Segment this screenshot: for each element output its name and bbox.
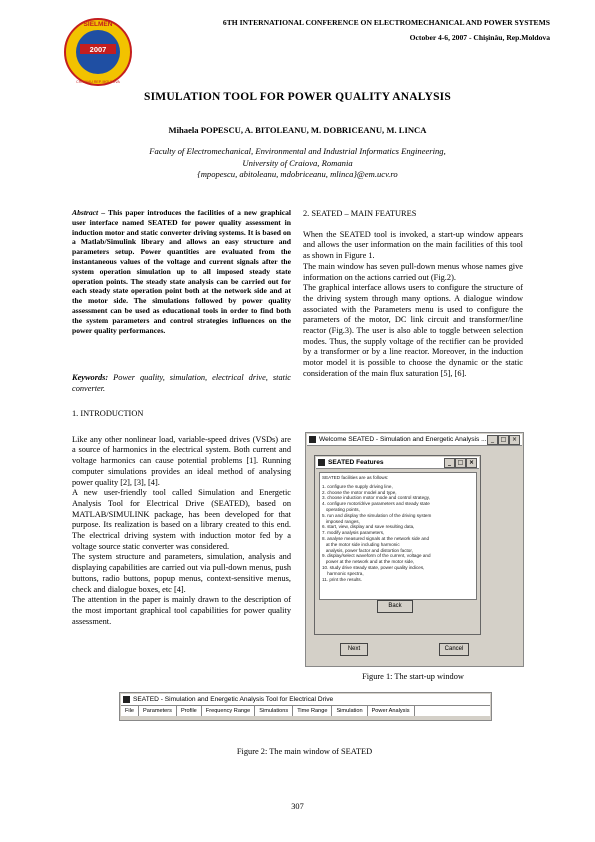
keywords bbox=[72, 373, 291, 394]
feature-item: 6. start, view, display and save resulting data, bbox=[322, 524, 415, 530]
feature-item: at the motor side including harmonic bbox=[322, 541, 400, 547]
features-dialog bbox=[314, 455, 481, 635]
abstract-text: – This paper introduces the facilities of a new graphical user interface named SEATED for power quality assessment in induction motor and static converter driving systems. It is based on a Matlab/Simulink library and allows an easy structure and parameters setup. Power quantities are evaluated from the instantaneous values of the voltage and current signals after the system operation simulation up to all imposed steady state operation points. The steady state analysis can be carried out for each steady state operation point both at the network side and at the motor side. The simulations followed by power quality assessment can be used as educational tools in order to find both the system parameters and control strategies influences on the power quality performances. bbox=[72, 208, 291, 335]
close-icon[interactable]: × bbox=[509, 435, 520, 445]
author-affiliation bbox=[60, 146, 535, 181]
figure-2-caption: Figure 2: The main window of SEATED bbox=[236, 747, 373, 756]
startup-window-figure bbox=[305, 432, 524, 667]
feature-item: operating points, bbox=[322, 506, 360, 512]
back-button[interactable]: Back bbox=[377, 600, 413, 613]
menu-item-frequency-range[interactable]: Frequency Range bbox=[202, 706, 255, 716]
logo-name: SIELMEN bbox=[83, 21, 113, 28]
feature-item: 5. run and display the simulation of the driving system bbox=[322, 512, 432, 518]
features-text bbox=[319, 472, 477, 600]
main-window-title: SEATED - Simulation and Energetic Analysis Tool for Electrical Drive bbox=[133, 696, 334, 703]
conference-logo bbox=[63, 17, 133, 87]
keywords-text: Power quality, simulation, electrical drive, static converter. bbox=[72, 373, 291, 393]
feature-item: power at the network and at the motor side, bbox=[322, 559, 415, 565]
paragraph: The attention in the paper is mainly drawn to the description of the most important graphical tool capabilities for power quality assessment. bbox=[72, 595, 291, 626]
paragraph: The system structure and parameters, simulation, analysis and displaying capabilities are carried out via pull-down menus, push buttons, radio buttons, popup menus, context-sensitive menus, check and dialogue boxes, etc [4]. bbox=[72, 552, 291, 594]
app-icon bbox=[318, 459, 325, 466]
next-button[interactable]: Next bbox=[340, 643, 368, 656]
abstract-label: Abstract bbox=[72, 208, 99, 217]
logo-place: CHISINAU REP. MOLDOVA bbox=[76, 80, 120, 84]
menu-item-profile[interactable]: Profile bbox=[177, 706, 202, 716]
page-number: 307 bbox=[291, 802, 304, 811]
startup-window-title: Welcome SEATED - Simulation and Energetic Analysis ... bbox=[319, 436, 487, 443]
keywords-label: Keywords: bbox=[72, 373, 109, 382]
logo-year: 2007 bbox=[89, 45, 107, 54]
minimize-icon[interactable]: _ bbox=[487, 435, 498, 445]
affiliation-line: Faculty of Electromechanical, Environmental and Industrial Informatics Engineering, bbox=[149, 146, 446, 156]
feature-item: 9. display/select waveform of the current, voltage and bbox=[322, 553, 431, 559]
section-1 bbox=[72, 409, 291, 627]
maximize-icon[interactable]: □ bbox=[498, 435, 509, 445]
feature-item: 2. choose the motor model and type, bbox=[322, 489, 397, 495]
app-icon bbox=[123, 696, 130, 703]
app-icon bbox=[309, 436, 316, 443]
affiliation-emails: {mpopescu, abitoleanu, mdobriceanu, mlinca}@em.ucv.ro bbox=[197, 169, 398, 179]
main-window-figure bbox=[119, 692, 492, 721]
menu-item-parameters[interactable]: Parameters bbox=[139, 706, 177, 716]
menu-item-simulations[interactable]: Simulations bbox=[255, 706, 293, 716]
main-window-titlebar bbox=[121, 694, 490, 706]
feature-item: analysis, power factor and distortion factor, bbox=[322, 547, 413, 553]
feature-item: 3. choose induction motor mode and control strategy, bbox=[322, 495, 430, 501]
menu-item-time-range[interactable]: Time Range bbox=[293, 706, 332, 716]
paper-title: SIMULATION TOOL FOR POWER QUALITY ANALYSIS bbox=[144, 91, 451, 103]
section-heading: 1. INTRODUCTION bbox=[72, 409, 144, 418]
paragraph: A new user-friendly tool called Simulation and Energetic Analysis Tool for Electrical Drive (SEATED), based on MATLAB/SIMULINK package, has been developed for that purpose. Its realization is based on a library created to this end. The electrical driving system with induction motor fed by a voltage source static converter was considered. bbox=[72, 488, 291, 551]
paper-authors: Mihaela POPESCU, A. BITOLEANU, M. DOBRICEANU, M. LINCA bbox=[168, 125, 427, 135]
feature-item: harmonic spectra, bbox=[322, 570, 364, 576]
feature-item: 10. study drive steady state, power quality indices, bbox=[322, 564, 425, 570]
section-2 bbox=[303, 209, 523, 380]
startup-window-titlebar bbox=[307, 434, 522, 446]
maximize-icon[interactable]: □ bbox=[455, 458, 466, 468]
feature-item: 7. modify analysis parameters, bbox=[322, 530, 385, 536]
paragraph: When the SEATED tool is invoked, a start-up window appears and allows the user information on the main facilities of this tool as shown in Figure 1. bbox=[303, 229, 523, 261]
figure-1-caption: Figure 1: The start-up window bbox=[362, 672, 464, 681]
paragraph: Like any other nonlinear load, variable-speed drives (VSDs) are a source of harmonics in the electrical system. Both current and voltage harmonics can cause potential problems [1]. Running computer simulations provides an ideal method of analysing power quality [2], [3], [4]. bbox=[72, 434, 291, 487]
conference-date-place: October 4-6, 2007 - Chişinău, Rep.Moldova bbox=[409, 33, 550, 42]
feature-item: 1. configure the supply driving line, bbox=[322, 483, 393, 489]
menu-item-file[interactable]: File bbox=[121, 706, 139, 716]
abstract bbox=[72, 208, 291, 335]
conference-name: 6TH INTERNATIONAL CONFERENCE ON ELECTROMECHANICAL AND POWER SYSTEMS bbox=[222, 18, 550, 27]
features-dialog-title: SEATED Features bbox=[328, 459, 384, 466]
paragraph: The main window has seven pull-down menus whose names give information on the actions carried out (Fig.2). bbox=[303, 261, 523, 282]
menu-item-simulation[interactable]: Simulation bbox=[332, 706, 367, 716]
section-heading: 2. SEATED – MAIN FEATURES bbox=[303, 209, 417, 218]
paragraph: The graphical interface allows users to configure the structure of the driving system through many options. A dialogue window associated with the Parameters menu is used to configure the parameters of the motor, DC link circuit and transformer/line reactor (Fig.3). The user is also able to toggle between selection modes. Thus, the supply voltage of the rectifier can be provided by a transformer or by a line reactor. Moreover, in the induction motor model it is possible to choose the dynamic or the static consideration of the main flux saturation [5], [6]. bbox=[303, 283, 523, 378]
feature-item: imposed ranges, bbox=[322, 518, 360, 524]
minimize-icon[interactable]: _ bbox=[444, 458, 455, 468]
menu-item-power-analysis[interactable]: Power Analysis bbox=[368, 706, 415, 716]
close-icon[interactable]: × bbox=[466, 458, 477, 468]
affiliation-line: University of Craiova, Romania bbox=[242, 157, 353, 168]
feature-item: 4. configure motor/drive parameters and steady state bbox=[322, 501, 430, 507]
feature-list bbox=[322, 484, 474, 583]
feature-item: 8. analyse measured signals at the network side and bbox=[322, 535, 429, 541]
feature-item: 11. print the results. bbox=[322, 576, 363, 582]
features-intro: SEATED facilities are as follows: bbox=[322, 475, 389, 480]
main-menubar bbox=[121, 706, 490, 716]
cancel-button[interactable]: Cancel bbox=[439, 643, 469, 656]
features-dialog-titlebar bbox=[316, 457, 479, 469]
